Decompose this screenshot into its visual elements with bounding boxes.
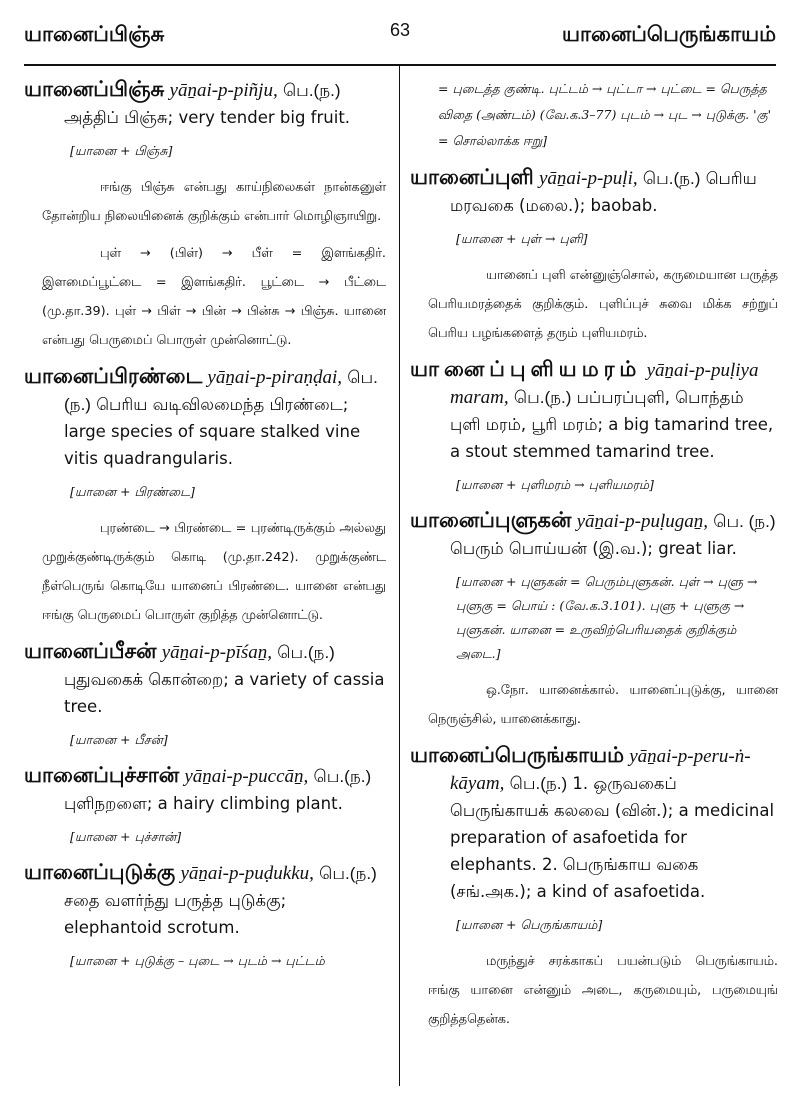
part-of-speech: பெ.(ந.)	[319, 864, 377, 883]
dictionary-entry	[24, 859, 386, 941]
explanation: ஈங்கு பிஞ்சு என்பது காய்நிலைகள் நான்கனுள் தோன்றிய நிலையினைக் குறிக்கும் என்பார் மொழிஞாயிறு.	[42, 180, 386, 224]
definition: பப்பரப்புளி, பொந்தம் புளி மரம், பூரி மரம்; a big tamarind tree, a stout stemmed tamarind tree.	[450, 388, 774, 461]
headword: யானைப்புளி	[410, 165, 534, 189]
headword: யானைப்புளுகன்	[410, 508, 572, 532]
explanation: புள் → (பிள்) → பீள் = இளங்கதிர். இளமைப்பூட்டை = இளங்கதிர். பூட்டை → பீட்டை (மு.தா.39). புள் → பிள் → பின் → பின்சு → பிஞ்சு. யானை என்பது பெருமைப் பொருள் முன்னொட்டு.	[42, 246, 386, 348]
right-column	[410, 76, 778, 1042]
explanation: யானைப் புளி என்னுஞ்சொல், கருமையான பருத்த பெரியமரத்தைக் குறிக்கும். புளிப்புச் சுவை மிக்க சற்றுப் பெரிய பழங்களைத் தரும் புளியமரம்.	[428, 268, 778, 341]
headword: யானைப்பெருங்காயம்	[410, 743, 624, 767]
running-head-right: யானைப்பெருங்காயம்	[562, 22, 776, 46]
dictionary-entry	[24, 638, 386, 720]
etymology: [யானை + பீசன்]	[70, 732, 168, 747]
definition: புளிநறளை; a hairy climbing plant.	[64, 794, 343, 813]
etymology: [யானை + புள் → புளி]	[456, 231, 588, 246]
etymology-continued: = புடைத்த குண்டி. புட்டம் → புட்டா → புட்டை = பெருத்த விதை (அண்டம்) (வே.க.3–77) புடம் → புட → புடுக்கு. 'கு' = சொல்லாக்க ஈறு]	[438, 81, 772, 148]
transliteration: yāṉai-p-pīśaṉ,	[161, 642, 273, 663]
headword: யானைப்புச்சான்	[24, 763, 180, 787]
dictionary-entry	[410, 507, 778, 562]
headword: யானைப்பீசன்	[24, 639, 157, 663]
definition: பெரும் பொய்யன் (இ.வ.); great liar.	[450, 539, 737, 558]
part-of-speech: பெ.(ந.)	[509, 774, 568, 793]
dictionary-entry	[24, 363, 386, 472]
etymology: [யானை + புளுகன் = பெரும்புளுகன். புள் → புளு → புளுகு = பொய் : (வே.க.3.101). புளு + புளுகு → புளுகன். யானை = உருவிற்பெரியதைக் குறிக்கும் அடை.]	[456, 574, 758, 661]
transliteration: yāṉai-p-puccāṉ,	[184, 766, 309, 787]
dictionary-entry	[24, 76, 386, 131]
part-of-speech: பெ.(ந.)	[313, 767, 372, 786]
transliteration: yāṉai-p-puḷiya maram,	[450, 360, 759, 408]
transliteration: yāṉai-p-puḷugaṉ,	[576, 511, 709, 532]
definition: புதுவகைக் கொன்றை; a variety of cassia tree.	[64, 670, 385, 716]
part-of-speech: பெ.(ந.)	[64, 368, 378, 414]
part-of-speech: பெ.(ந.)	[282, 81, 341, 100]
dictionary-entry	[410, 742, 778, 905]
definition: அத்திப் பிஞ்சு; very tender big fruit.	[64, 108, 351, 127]
headword: யானைப்பிஞ்சு	[24, 77, 165, 101]
transliteration: yāṉai-p-puḍukku,	[180, 863, 314, 884]
dictionary-entry	[410, 356, 778, 465]
definition: பெரிய மரவகை (மலை.); baobab.	[450, 169, 757, 215]
etymology: [யானை + புச்சான்]	[70, 829, 182, 844]
transliteration: yāṉai-p-peru-ṅ-kāyam,	[450, 746, 751, 794]
left-column	[24, 76, 386, 983]
dictionary-entry	[410, 164, 778, 219]
etymology: [யானை + புடுக்கு – புடை → புடம் → புட்டம்	[70, 953, 325, 968]
headword: யானைப்புடுக்கு	[24, 860, 176, 884]
definition: 1. ஒருவகைப் பெருங்காயக் கலவை (வின்.); a medicinal preparation of asafoetida for elephants. 2. பெருங்காய வகை (சங்.அக.); a kind of asafoetida.	[450, 774, 775, 901]
definition: பெரிய வடிவிலமைந்த பிரண்டை; large species of square stalked vine vitis quadrangularis.	[64, 395, 361, 468]
etymology: [யானை + பிஞ்சு]	[70, 143, 173, 158]
cross-reference: ஒ.நோ. யானைக்கால். யானைப்புடுக்கு, யானை நெருஞ்சில், யானைக்காது.	[428, 683, 778, 727]
etymology: [யானை + பெருங்காயம்]	[456, 917, 603, 932]
etymology: [யானை + பிரண்டை]	[70, 484, 195, 499]
page-number: 63	[389, 20, 411, 40]
header-rule	[24, 64, 776, 66]
explanation: புரண்டை → பிரண்டை = புரண்டிருக்கும் அல்லது முறுக்குண்டிருக்கும் கொடி (மு.தா.242). முறுக்குண்ட நீள்பெருங் கொடியே யானைப் பிரண்டை. யானை என்பது ஈங்கு பெருமைப் பொருள் குறித்த முன்னொட்டு.	[42, 521, 386, 623]
transliteration: yāṉai-p-puḷi,	[538, 168, 638, 189]
part-of-speech: பெ.(ந.)	[277, 643, 335, 662]
running-head-left: யானைப்பிஞ்சு	[24, 22, 165, 46]
headword: யானைப்பிரண்டை	[24, 364, 203, 388]
part-of-speech: பெ. (ந.)	[713, 512, 776, 531]
column-divider	[399, 66, 400, 1086]
transliteration: yāṉai-p-piraṇḍai,	[207, 367, 342, 388]
transliteration: yāṉai-p-piñju,	[169, 80, 278, 101]
dictionary-entry	[24, 762, 386, 817]
part-of-speech: பெ.(ந.)	[513, 388, 572, 407]
headword: யானைப்புளியமரம்	[410, 357, 642, 381]
page-header	[24, 8, 776, 48]
explanation: மருந்துச் சரக்காகப் பயன்படும் பெருங்காயம். ஈங்கு யானை என்னும் அடை, கருமையும், பருமையுங் குறித்ததென்க.	[428, 954, 778, 1027]
etymology: [யானை + புளிமரம் → புளியமரம்]	[456, 477, 654, 492]
definition: சதை வளர்ந்து பருத்த புடுக்கு; elephantoid scrotum.	[64, 891, 287, 937]
part-of-speech: பெ.(ந.)	[642, 169, 701, 188]
